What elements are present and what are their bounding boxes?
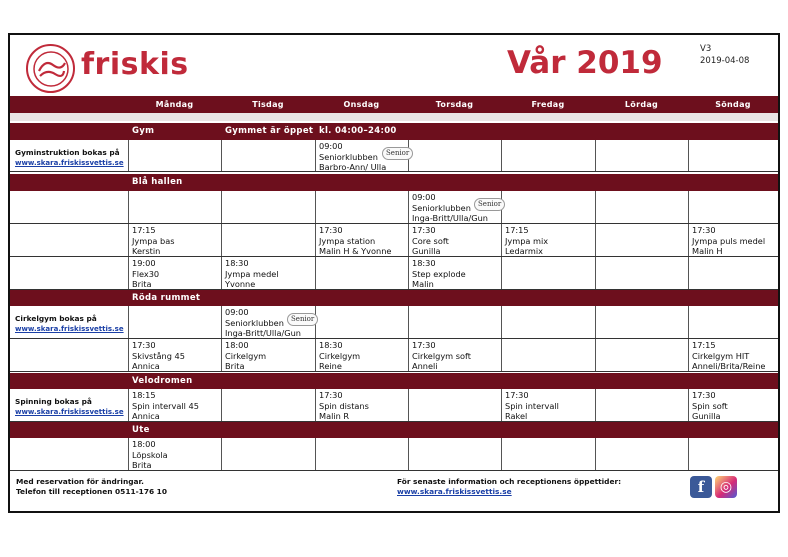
- class-time: 17:15: [692, 340, 716, 350]
- class-name: Skivstång 45: [132, 350, 185, 361]
- class-time: 17:30: [692, 390, 716, 400]
- class-leader: Brita: [132, 460, 152, 470]
- class-time: 09:00: [225, 307, 249, 317]
- class-cell: [132, 340, 185, 372]
- class-name: Jympa bas: [132, 235, 175, 246]
- class-leader: Gunilla: [412, 246, 441, 256]
- footer-website-link[interactable]: www.skara.friskissvettis.se: [397, 487, 512, 496]
- roda-row-2: [10, 339, 778, 372]
- class-name: Cirkelgym soft: [412, 350, 471, 361]
- class-cell: [225, 340, 266, 372]
- section-title: Ute: [132, 425, 150, 435]
- bla-row-2: [10, 224, 778, 257]
- class-name: Spin soft: [692, 400, 728, 411]
- footer: [10, 469, 778, 511]
- class-leader: Annica: [132, 361, 160, 371]
- class-time: 17:30: [412, 340, 436, 350]
- class-cell: [319, 141, 386, 173]
- class-leader: Reine: [319, 361, 342, 371]
- class-cell: [692, 340, 765, 372]
- spinning-booking-link[interactable]: www.skara.friskissvettis.se: [15, 408, 124, 416]
- senior-badge-icon: Senior: [382, 147, 413, 160]
- class-time: 17:15: [505, 225, 529, 235]
- section-title: Gym: [132, 126, 155, 136]
- class-time: 19:00: [132, 258, 156, 268]
- class-leader: Inga-Britt/Ulla/Gun: [412, 213, 488, 223]
- class-cell: [692, 225, 765, 257]
- section-title: Velodromen: [132, 376, 193, 386]
- day-saturday: Lördag: [624, 100, 659, 109]
- class-name: Seniorklubben: [319, 151, 378, 162]
- class-name: Seniorklubben: [225, 317, 284, 328]
- version-info: [700, 43, 749, 67]
- bla-row-1: [10, 191, 778, 224]
- footer-right: [397, 477, 621, 497]
- header-divider: [10, 113, 778, 121]
- cirkelgym-booking-link[interactable]: www.skara.friskissvettis.se: [15, 325, 124, 333]
- class-name: Spin intervall 45: [132, 400, 199, 411]
- class-time: 17:30: [132, 340, 156, 350]
- gym-open-label: Gymmet är öppet: [225, 126, 314, 136]
- class-cell: [505, 390, 559, 422]
- senior-badge-icon: Senior: [474, 198, 505, 211]
- section-gym: [10, 123, 778, 140]
- day-monday: Måndag: [155, 100, 194, 109]
- velo-row: [10, 389, 778, 422]
- class-time: 17:30: [505, 390, 529, 400]
- day-thursday: Torsdag: [435, 100, 474, 109]
- class-name: Spin distans: [319, 400, 369, 411]
- day-friday: Fredag: [531, 100, 565, 109]
- day-sunday: Söndag: [715, 100, 751, 109]
- footer-phone: Telefon till receptionen 0511-176 10: [16, 487, 167, 496]
- version-label: V3: [700, 44, 712, 54]
- class-time: 17:30: [412, 225, 436, 235]
- footer-left: [16, 477, 167, 497]
- class-cell: [132, 258, 159, 290]
- class-leader: Malin: [412, 279, 434, 289]
- class-time: 18:30: [319, 340, 343, 350]
- class-cell: [412, 225, 449, 257]
- class-name: Spin intervall: [505, 400, 559, 411]
- class-time: 17:30: [692, 225, 716, 235]
- class-time: 17:30: [319, 225, 343, 235]
- class-leader: Kerstin: [132, 246, 161, 256]
- class-cell: [412, 340, 471, 372]
- roda-row-1: [10, 306, 778, 339]
- class-time: 18:00: [132, 439, 156, 449]
- section-title: Röda rummet: [132, 293, 201, 303]
- weekday-header-row: [10, 96, 778, 113]
- section-roda-rummet: [10, 290, 778, 306]
- class-time: 09:00: [319, 141, 343, 151]
- class-leader: Inga-Britt/Ulla/Gun: [225, 328, 301, 338]
- class-leader: Malin R: [319, 411, 350, 421]
- class-leader: Anneli: [412, 361, 438, 371]
- class-cell: [319, 390, 369, 422]
- class-cell: [692, 390, 728, 422]
- class-name: Jympa station: [319, 235, 376, 246]
- bla-row-3: [10, 257, 778, 290]
- class-name: Jympa medel: [225, 268, 279, 279]
- cirkelgym-booking-info: [15, 314, 124, 334]
- class-leader: Malin H: [692, 246, 723, 256]
- class-time: 18:30: [412, 258, 436, 268]
- class-leader: Anneli/Brita/Reine: [692, 361, 766, 371]
- class-name: Löpskola: [132, 449, 168, 460]
- class-name: Flex30: [132, 268, 160, 279]
- class-leader: Gunilla: [692, 411, 721, 421]
- friskis-logo-icon: [26, 44, 75, 93]
- class-leader: Brita: [132, 279, 152, 289]
- class-leader: Annica: [132, 411, 160, 421]
- class-cell: [319, 340, 360, 372]
- ute-row: [10, 438, 778, 471]
- class-name: Seniorklubben: [412, 202, 471, 213]
- class-cell: [412, 258, 466, 290]
- class-time: 17:15: [132, 225, 156, 235]
- class-name: Cirkelgym: [319, 350, 361, 361]
- brand-name: friskis: [81, 47, 189, 82]
- section-ute: [10, 422, 778, 438]
- class-leader: Brita: [225, 361, 245, 371]
- senior-badge-icon: Senior: [287, 313, 318, 326]
- season-title: Vår 2019: [507, 45, 663, 81]
- class-cell: [225, 258, 279, 290]
- spinning-booking-info: [15, 397, 124, 417]
- section-title: Blå hallen: [132, 177, 183, 187]
- schedule-sheet: [8, 33, 780, 513]
- gym-booking-info: [15, 148, 124, 168]
- class-cell: [132, 439, 168, 471]
- cirkelgym-booking-text: Cirkelgym bokas på: [15, 314, 97, 323]
- class-name: Core soft: [412, 235, 449, 246]
- gym-open-hours: kl. 04:00–24:00: [319, 126, 397, 136]
- day-tuesday: Tisdag: [252, 100, 284, 109]
- section-bla-hallen: [10, 174, 778, 191]
- class-time: 18:15: [132, 390, 156, 400]
- gym-row: [10, 140, 778, 172]
- footer-reservation: Med reservation för ändringar.: [16, 477, 144, 486]
- class-leader: Ledarmix: [505, 246, 543, 256]
- instagram-icon[interactable]: ◎: [715, 476, 737, 498]
- footer-info-text: För senaste information och receptionens öppettider:: [397, 477, 622, 486]
- gym-booking-link[interactable]: www.skara.friskissvettis.se: [15, 159, 124, 167]
- class-time: 18:30: [225, 258, 249, 268]
- class-cell: [505, 225, 548, 257]
- class-cell: [319, 225, 391, 257]
- class-time: 17:30: [319, 390, 343, 400]
- class-cell: [132, 225, 175, 257]
- day-wednesday: Onsdag: [343, 100, 380, 109]
- facebook-icon[interactable]: f: [690, 476, 712, 498]
- class-cell: [132, 390, 199, 422]
- class-leader: Malin H & Yvonne: [319, 246, 392, 256]
- class-leader: Rakel: [505, 411, 528, 421]
- class-name: Cirkelgym HIT: [692, 350, 750, 361]
- gym-booking-text: Gyminstruktion bokas på: [15, 148, 120, 157]
- version-date: 2019-04-08: [700, 56, 750, 66]
- class-name: Step explode: [412, 268, 466, 279]
- class-leader: Barbro-Ann/ Ulla: [319, 162, 387, 172]
- class-time: 18:00: [225, 340, 249, 350]
- class-name: Cirkelgym: [225, 350, 267, 361]
- section-velodromen: [10, 373, 778, 389]
- class-time: 09:00: [412, 192, 436, 202]
- spinning-booking-text: Spinning bokas på: [15, 397, 92, 406]
- class-leader: Yvonne: [225, 279, 256, 289]
- class-name: Jympa mix: [505, 235, 549, 246]
- class-name: Jympa puls medel: [692, 235, 766, 246]
